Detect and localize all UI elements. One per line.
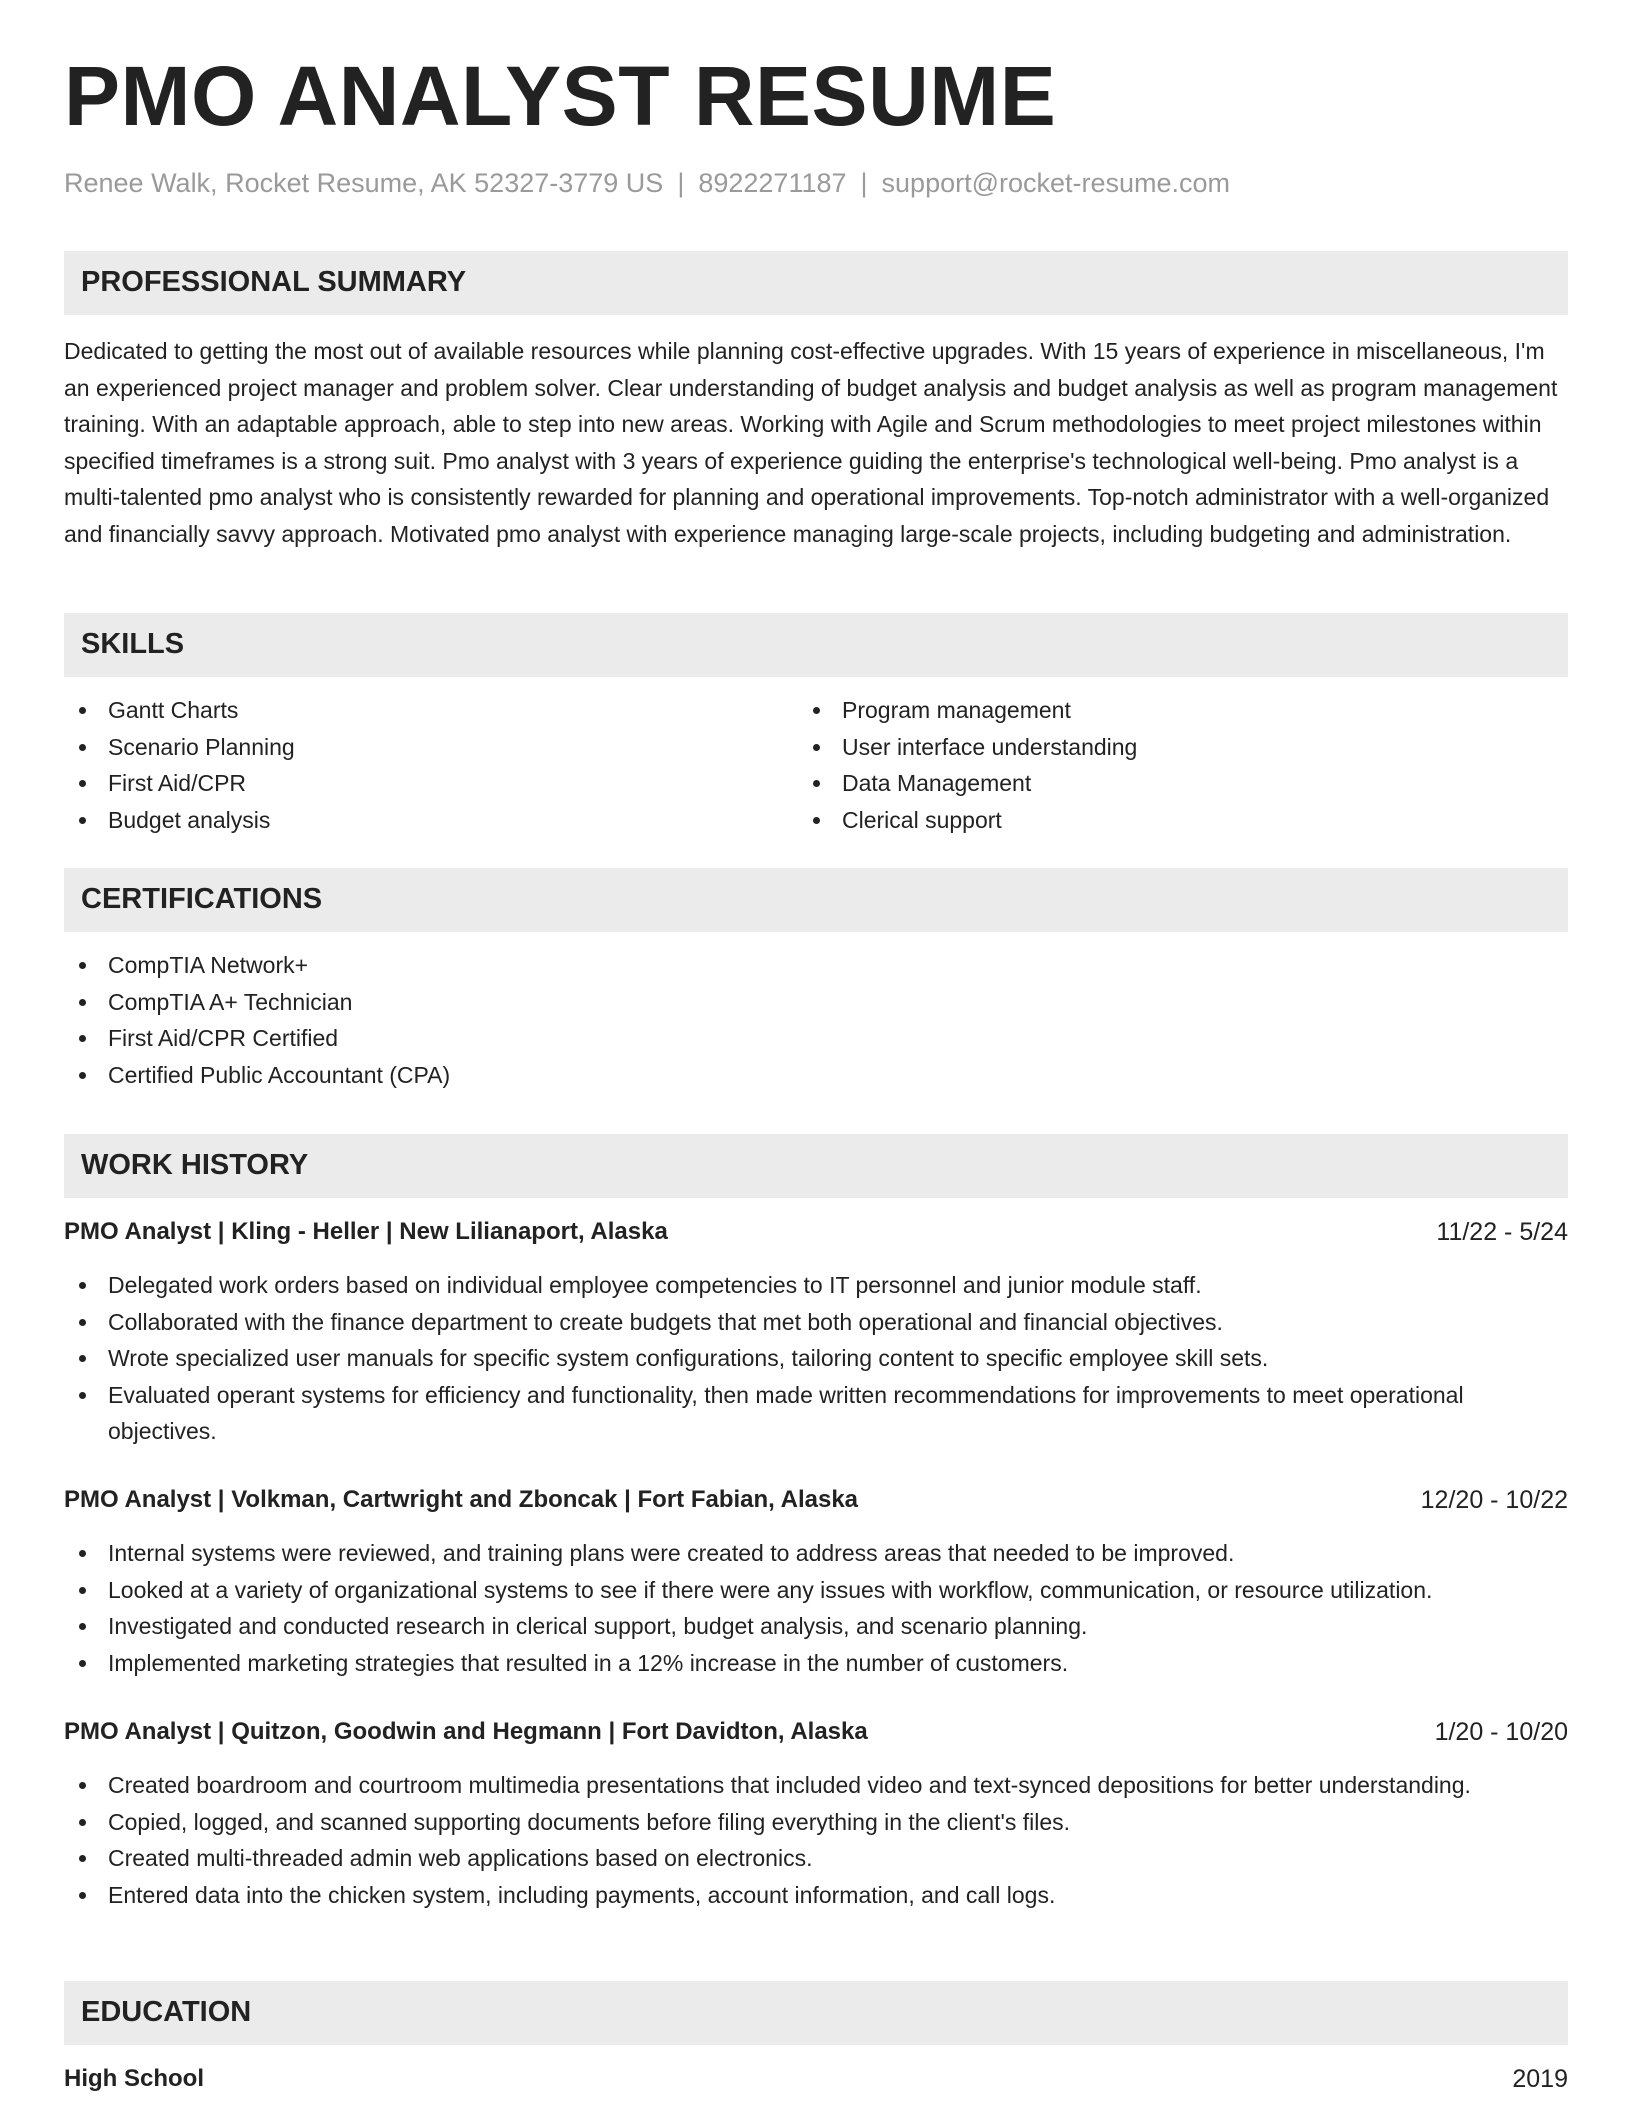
job-header <box>64 1714 1568 1750</box>
skill-item: User interface understanding <box>798 729 1568 766</box>
job-bullet: Looked at a variety of organizational systems to see if there were any issues with workflow, communication, or resource utilization. <box>64 1572 1568 1609</box>
job-bullets <box>64 1267 1568 1450</box>
education-heading: EDUCATION <box>81 1996 252 2028</box>
job-bullet: Copied, logged, and scanned supporting documents before filing everything in the client's files. <box>64 1804 1568 1841</box>
skills-list-left <box>64 692 764 838</box>
skill-item: Program management <box>798 692 1568 729</box>
job-header <box>64 1214 1568 1250</box>
job-bullets <box>64 1535 1568 1681</box>
certifications-heading: CERTIFICATIONS <box>81 883 323 915</box>
skill-item: Gantt Charts <box>64 692 764 729</box>
skills-section-header <box>64 613 1568 677</box>
summary-heading: PROFESSIONAL SUMMARY <box>81 266 467 298</box>
job-header <box>64 1482 1568 1518</box>
contact-address: Renee Walk, Rocket Resume, AK 52327-3779 US <box>64 168 664 198</box>
contact-line <box>64 168 1230 199</box>
job-bullet: Internal systems were reviewed, and training plans were created to address areas that needed to be improved. <box>64 1535 1568 1572</box>
skill-item: First Aid/CPR <box>64 765 764 802</box>
certifications-list <box>64 947 1568 1093</box>
education-degree: High School <box>64 2065 204 2092</box>
resume-title: PMO ANALYST RESUME <box>64 49 1057 143</box>
job-title: PMO Analyst | Kling - Heller | New Lilianaport, Alaska <box>64 1218 668 1245</box>
job-dates: 12/20 - 10/22 <box>1420 1486 1568 1514</box>
contact-phone: 8922271187 <box>698 168 847 198</box>
certification-item: First Aid/CPR Certified <box>64 1020 1568 1057</box>
job-bullet: Created multi-threaded admin web applications based on electronics. <box>64 1840 1568 1877</box>
job-bullet: Wrote specialized user manuals for specific system configurations, tailoring content to specific employee skill sets. <box>64 1340 1568 1377</box>
job-bullet: Implemented marketing strategies that resulted in a 12% increase in the number of customers. <box>64 1645 1568 1682</box>
education-year: 2019 <box>1512 2065 1568 2093</box>
summary-section-header <box>64 251 1568 315</box>
certification-item: CompTIA Network+ <box>64 947 1568 984</box>
job-bullet: Evaluated operant systems for efficiency and functionality, then made written recommendations for improvements to meet operational objectives. <box>64 1377 1568 1450</box>
education-entry <box>64 2061 1568 2097</box>
skills-list-right <box>798 692 1568 838</box>
job-bullet: Entered data into the chicken system, including payments, account information, and call logs. <box>64 1877 1568 1914</box>
skill-item: Scenario Planning <box>64 729 764 766</box>
job-bullet: Collaborated with the finance department to create budgets that met both operational and financial objectives. <box>64 1304 1568 1341</box>
skill-item: Clerical support <box>798 802 1568 839</box>
certification-item: Certified Public Accountant (CPA) <box>64 1057 1568 1094</box>
job-bullet: Investigated and conducted research in clerical support, budget analysis, and scenario planning. <box>64 1608 1568 1645</box>
job-bullets <box>64 1767 1568 1913</box>
work-heading: WORK HISTORY <box>81 1149 309 1181</box>
skill-item: Budget analysis <box>64 802 764 839</box>
work-section-header <box>64 1134 1568 1198</box>
education-section-header <box>64 1981 1568 2045</box>
contact-separator: | <box>860 168 868 198</box>
job-bullet: Created boardroom and courtroom multimedia presentations that included video and text-synced depositions for better understanding. <box>64 1767 1568 1804</box>
job-title: PMO Analyst | Volkman, Cartwright and Zboncak | Fort Fabian, Alaska <box>64 1486 859 1513</box>
summary-text: Dedicated to getting the most out of available resources while planning cost-effective upgrades. With 15 years of experience in miscellaneous, I'm an experienced project manager and problem solver. Clear understanding of budget analysis and budget analysis as well as program management training. With an adaptable approach, able to step into new areas. Working with Agile and Scrum methodologies to meet project milestones within specified timeframes is a strong suit. Pmo analyst with 3 years of experience guiding the enterprise's technological well-being. Pmo analyst is a multi-talented pmo analyst who is consistently rewarded for planning and operational improvements. Top-notch administrator with a well-organized and financially savvy approach. Motivated pmo analyst with experience managing large-scale projects, including budgeting and administration. <box>64 338 1558 547</box>
job-title: PMO Analyst | Quitzon, Goodwin and Hegmann | Fort Davidton, Alaska <box>64 1718 868 1745</box>
job-dates: 1/20 - 10/20 <box>1434 1718 1568 1746</box>
skills-heading: SKILLS <box>81 628 185 660</box>
job-bullet: Delegated work orders based on individual employee competencies to IT personnel and junior module staff. <box>64 1267 1568 1304</box>
certification-item: CompTIA A+ Technician <box>64 984 1568 1021</box>
contact-separator: | <box>677 168 685 198</box>
contact-email: support@rocket-resume.com <box>881 168 1231 198</box>
job-dates: 11/22 - 5/24 <box>1436 1218 1568 1246</box>
skill-item: Data Management <box>798 765 1568 802</box>
certifications-section-header <box>64 868 1568 932</box>
